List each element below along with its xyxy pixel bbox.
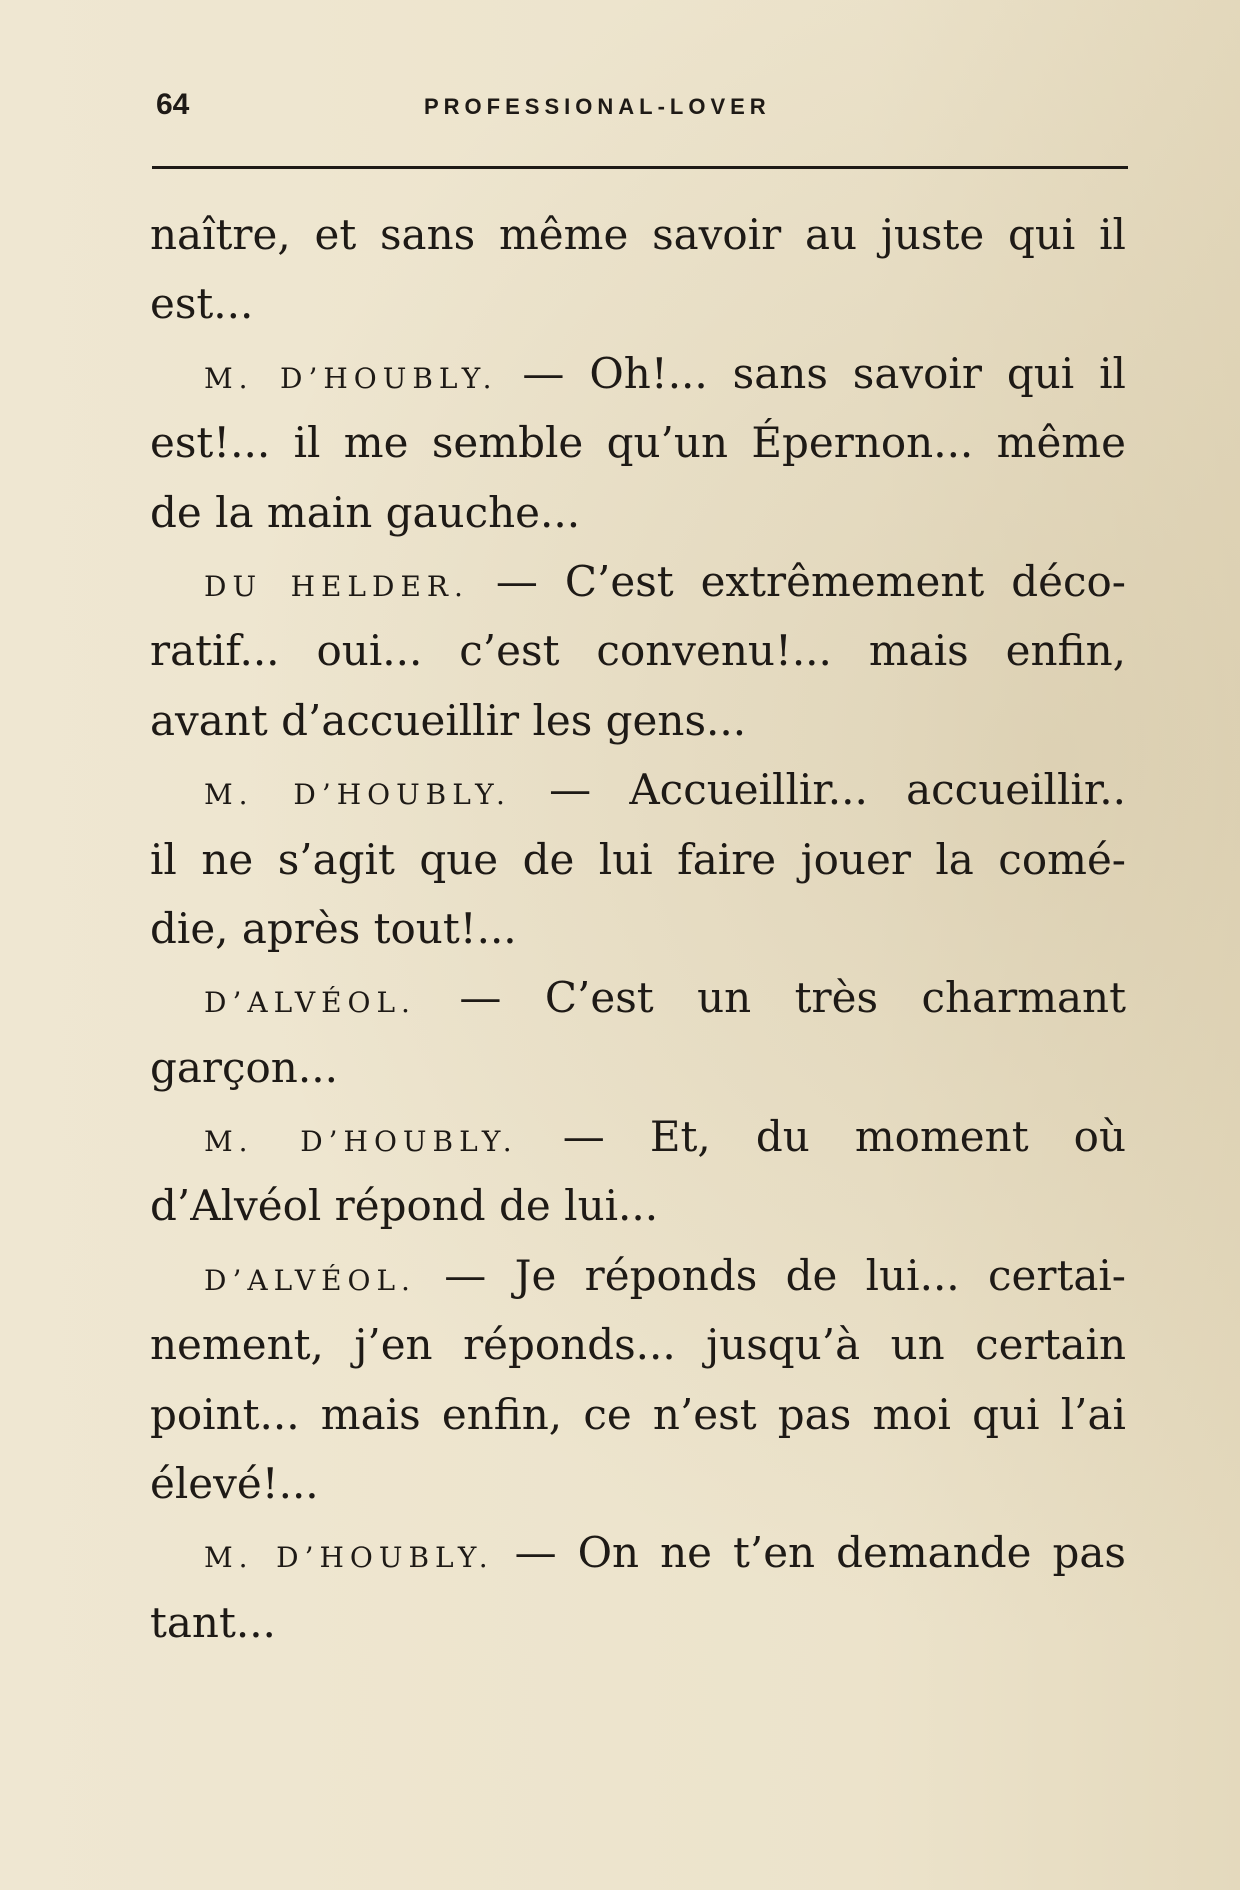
speaker-name: DU HELDER. [204, 569, 469, 603]
text-line: est... [150, 279, 254, 329]
running-head [156, 88, 1126, 128]
text-line: élevé!... [150, 1459, 319, 1509]
speech-line: D’ALVÉOL. — Je réponds de lui... certai- [204, 1250, 1126, 1300]
text-line: il ne s’agit que de lui faire jouer la comé- [150, 834, 1126, 884]
running-title: PROFESSIONAL-LOVER [424, 94, 771, 119]
text-line: avant d’accueillir les gens... [150, 695, 747, 745]
speech-line: M. D’HOUBLY. — Accueillir... accueillir.. [204, 765, 1126, 815]
text-line: garçon... [150, 1042, 338, 1092]
speech-line: M. D’HOUBLY. — On ne t’en demande pas [204, 1528, 1126, 1578]
speech-line: D’ALVÉOL. — C’est un très charmant [204, 973, 1126, 1023]
speech-line: DU HELDER. — C’est extrêmement déco- [204, 556, 1126, 606]
text-line: naître, et sans même savoir au juste qui il [150, 210, 1126, 259]
speech-line: M. D’HOUBLY. — Et, du moment où [204, 1112, 1126, 1162]
text-line: ratif... oui... c’est convenu!... mais enfin, [150, 626, 1126, 676]
text-line: tant... [150, 1597, 276, 1647]
speaker-name: M. D’HOUBLY. [204, 778, 511, 812]
speaker-name: M. D’HOUBLY. [204, 361, 498, 395]
dialogue-text [150, 200, 1126, 1657]
page-number: 64 [156, 88, 190, 121]
speaker-name: D’ALVÉOL. [204, 986, 416, 1020]
text-line: de la main gauche... [150, 487, 581, 537]
speech-line: M. D’HOUBLY. — Oh!... sans savoir qui il [204, 348, 1126, 398]
text-line: point... mais enfin, ce n’est pas moi qui l’ai [150, 1389, 1126, 1439]
text-line: d’Alvéol répond de lui... [150, 1181, 659, 1231]
speaker-name: D’ALVÉOL. [204, 1263, 416, 1297]
header-rule [152, 166, 1128, 169]
speaker-name: M. D’HOUBLY. [204, 1541, 494, 1575]
text-line: nement, j’en réponds... jusqu’à un certain [150, 1320, 1126, 1370]
speaker-name: M. D’HOUBLY. [204, 1125, 518, 1159]
text-line: die, après tout!... [150, 903, 517, 953]
text-line: est!... il me semble qu’un Épernon... même [150, 418, 1126, 468]
